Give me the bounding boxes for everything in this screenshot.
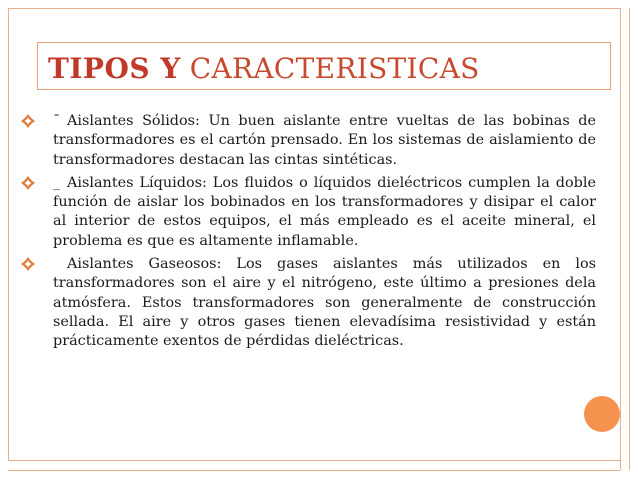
bullet-marker: ¯ bbox=[53, 113, 61, 129]
frame-right-border bbox=[620, 8, 630, 470]
bullet-item-solidos bbox=[20, 112, 596, 170]
bullet-text-body: Aislantes Sólidos: Un buen aislante entre vueltas de las bobinas de transformadores es el cartón prensado. En los sistemas de aislamiento de transformadores destacan las cintas sintéticas. bbox=[53, 113, 596, 168]
frame-top-line bbox=[8, 8, 620, 9]
bullet-text bbox=[53, 174, 596, 251]
bullet-text bbox=[53, 255, 596, 351]
decorative-orange-circle bbox=[584, 396, 620, 432]
title-rest-part: CARACTERISTICAS bbox=[189, 52, 480, 85]
fleuron-bullet-icon bbox=[20, 113, 36, 129]
bullet-text-body: Aislantes Gaseosos: Los gases aislantes más utilizados en los transformadores son el aire y el nitrógeno, este último a presiones dela atmósfera. Estos transformadores son generalmente de construcción sellada. El aire y otros gases tienen elevadísima resistividad y están prácticamente exentos de pérdidas dieléctricas. bbox=[53, 256, 596, 350]
bullet-marker: _ bbox=[53, 174, 61, 191]
bullet-text bbox=[53, 112, 596, 170]
fleuron-bullet-icon bbox=[20, 256, 36, 272]
frame-bottom-border bbox=[8, 460, 620, 471]
bullet-text-body: Aislantes Líquidos: Los fluidos o líquidos dieléctricos cumplen la doble función de aislar los bobinados en los transformadores y disipar el calor al interior de estos equipos, el más empleado es el aceite mineral, el problema es que es altamente inflamable. bbox=[53, 174, 596, 249]
bullet-item-gaseosos bbox=[20, 255, 596, 351]
bullet-item-liquidos bbox=[20, 174, 596, 251]
frame-left-line bbox=[8, 8, 9, 460]
title-bold-part: TIPOS Y bbox=[48, 52, 181, 85]
slide-title bbox=[48, 52, 480, 86]
fleuron-bullet-icon bbox=[20, 175, 36, 191]
bullet-list bbox=[20, 112, 596, 356]
